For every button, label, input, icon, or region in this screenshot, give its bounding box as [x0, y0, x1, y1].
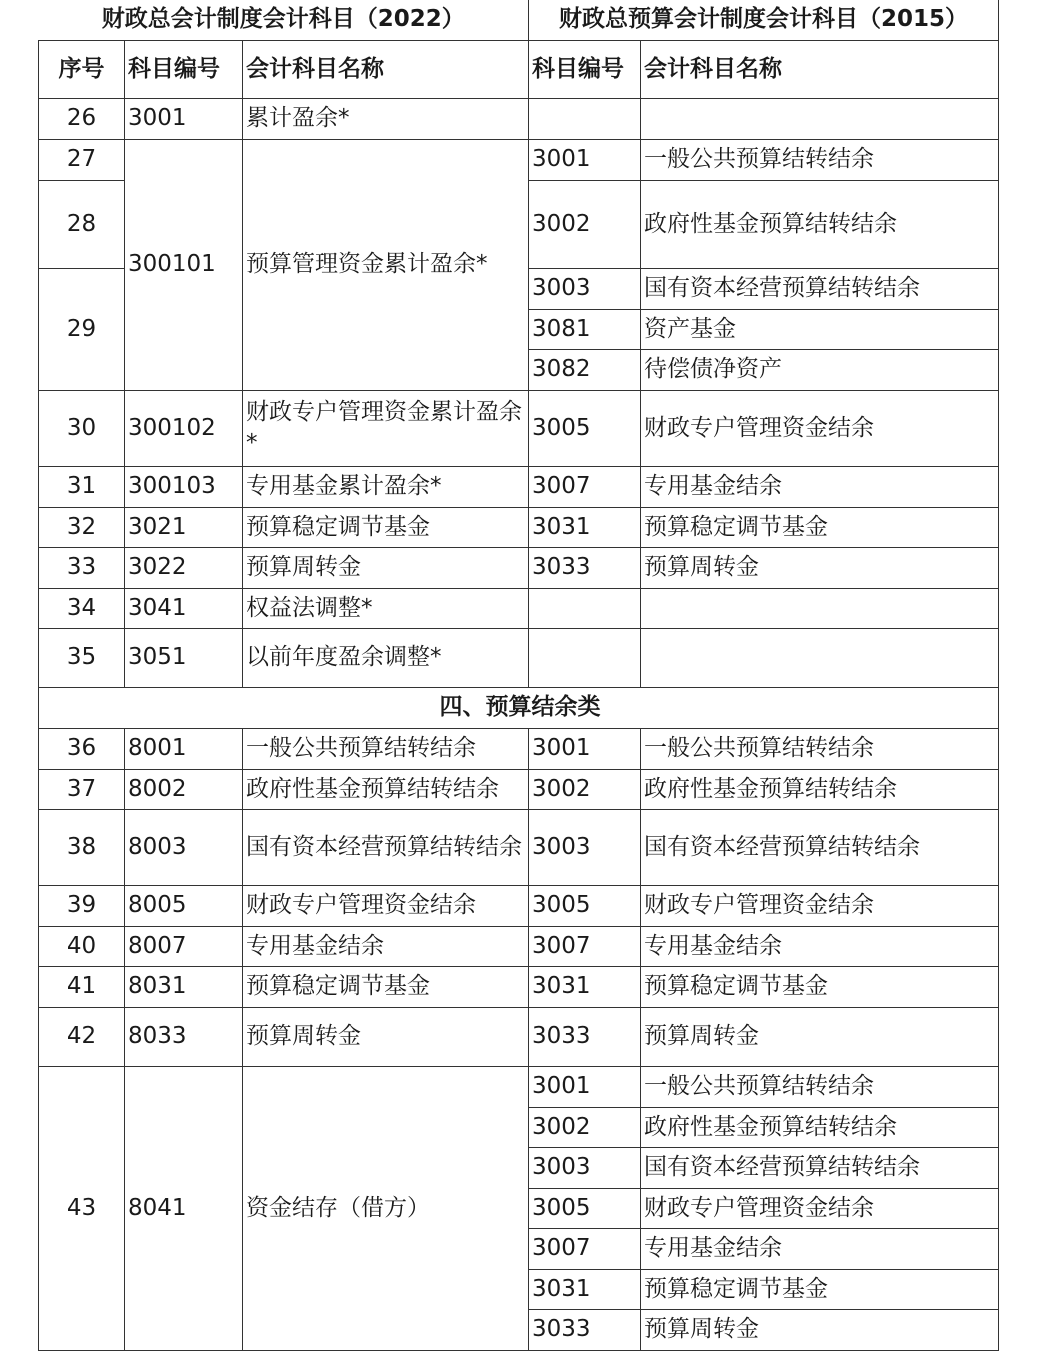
title-2022: 财政总会计制度会计科目（2022）: [39, 0, 529, 40]
code-cell: 8005: [125, 885, 243, 926]
table-row: [39, 809, 999, 885]
old-code-cell: [529, 628, 641, 687]
table-row: [39, 769, 999, 809]
seq-cell: 35: [39, 628, 125, 687]
category-row: [39, 687, 999, 728]
old-name-cell: 预算周转金: [641, 1007, 999, 1066]
old-name-cell: [641, 628, 999, 687]
table-row: [39, 728, 999, 769]
code-cell: 8001: [125, 728, 243, 769]
table-row: [39, 926, 999, 966]
name-cell: 国有资本经营预算结转结余: [243, 809, 529, 885]
old-name-cell: 一般公共预算结转结余: [641, 139, 999, 180]
code-cell-merged: 300101: [125, 139, 243, 390]
code-cell: 8007: [125, 926, 243, 966]
old-code-cell: 3033: [529, 547, 641, 588]
col-header-name-2022: 会计科目名称: [243, 40, 529, 98]
code-cell: 3021: [125, 507, 243, 547]
seq-cell: 31: [39, 466, 125, 507]
name-cell: 累计盈余*: [243, 98, 529, 139]
name-cell: 专用基金累计盈余*: [243, 466, 529, 507]
code-cell: 3001: [125, 98, 243, 139]
old-name-cell: 一般公共预算结转结余: [641, 1066, 999, 1107]
code-cell: 3041: [125, 588, 243, 628]
old-code-cell: 3007: [529, 466, 641, 507]
table-row: [39, 966, 999, 1007]
seq-cell: 38: [39, 809, 125, 885]
old-code-cell: 3033: [529, 1007, 641, 1066]
old-name-cell: 国有资本经营预算结转结余: [641, 809, 999, 885]
old-code-cell: 3003: [529, 809, 641, 885]
old-code-cell: 3005: [529, 885, 641, 926]
old-code-cell: 3033: [529, 1309, 641, 1350]
old-code-cell: 3007: [529, 926, 641, 966]
name-cell: 预算稳定调节基金: [243, 966, 529, 1007]
seq-cell: 26: [39, 98, 125, 139]
table-row: [39, 1066, 999, 1107]
code-cell: 300102: [125, 390, 243, 466]
old-code-cell: 3001: [529, 728, 641, 769]
table-row: [39, 390, 999, 466]
old-code-cell: 3001: [529, 1066, 641, 1107]
seq-cell: 32: [39, 507, 125, 547]
name-cell: 预算周转金: [243, 1007, 529, 1066]
code-cell: 8031: [125, 966, 243, 1007]
old-code-cell: 3031: [529, 966, 641, 1007]
old-code-cell: 3002: [529, 180, 641, 268]
table-row: [39, 628, 999, 687]
old-name-cell: 政府性基金预算结转结余: [641, 769, 999, 809]
old-name-cell: 一般公共预算结转结余: [641, 728, 999, 769]
seq-cell: 40: [39, 926, 125, 966]
old-name-cell: 财政专户管理资金结余: [641, 885, 999, 926]
title-2015: 财政总预算会计制度会计科目（2015）: [529, 0, 999, 40]
seq-cell: 36: [39, 728, 125, 769]
name-cell: 预算稳定调节基金: [243, 507, 529, 547]
old-name-cell: [641, 588, 999, 628]
old-name-cell: 待偿债净资产: [641, 349, 999, 390]
col-header-seq: 序号: [39, 40, 125, 98]
table-row: [39, 885, 999, 926]
seq-cell: 27: [39, 139, 125, 180]
old-code-cell: 3081: [529, 309, 641, 349]
col-header-code-2022: 科目编号: [125, 40, 243, 98]
seq-cell: 43: [39, 1066, 125, 1350]
old-name-cell: 预算稳定调节基金: [641, 507, 999, 547]
seq-cell: 34: [39, 588, 125, 628]
name-cell: 预算周转金: [243, 547, 529, 588]
table-row: [39, 139, 999, 180]
name-cell: 资金结存（借方）: [243, 1066, 529, 1350]
code-cell: 8041: [125, 1066, 243, 1350]
name-cell: 专用基金结余: [243, 926, 529, 966]
seq-cell: 42: [39, 1007, 125, 1066]
seq-cell: 33: [39, 547, 125, 588]
seq-cell: 28: [39, 180, 125, 268]
col-header-code-2015: 科目编号: [529, 40, 641, 98]
table-row: [39, 588, 999, 628]
code-cell: 3051: [125, 628, 243, 687]
seq-cell: 30: [39, 390, 125, 466]
name-cell: 以前年度盈余调整*: [243, 628, 529, 687]
old-code-cell: 3001: [529, 139, 641, 180]
old-code-cell: 3007: [529, 1228, 641, 1269]
old-name-cell: 政府性基金预算结转结余: [641, 180, 999, 268]
seq-cell: 29: [39, 268, 125, 390]
old-name-cell: 预算稳定调节基金: [641, 1269, 999, 1309]
name-cell: 一般公共预算结转结余: [243, 728, 529, 769]
seq-cell: 39: [39, 885, 125, 926]
old-name-cell: 国有资本经营预算结转结余: [641, 268, 999, 309]
old-name-cell: 政府性基金预算结转结余: [641, 1107, 999, 1147]
name-cell: 权益法调整*: [243, 588, 529, 628]
old-name-cell: [641, 98, 999, 139]
old-name-cell: 财政专户管理资金结余: [641, 1188, 999, 1228]
accounts-comparison-table: [38, 0, 999, 1351]
old-code-cell: 3005: [529, 1188, 641, 1228]
category-heading: 四、预算结余类: [39, 687, 999, 728]
old-code-cell: 3002: [529, 769, 641, 809]
name-cell: 财政专户管理资金结余: [243, 885, 529, 926]
table-row: [39, 466, 999, 507]
old-name-cell: 资产基金: [641, 309, 999, 349]
old-code-cell: 3002: [529, 1107, 641, 1147]
name-cell: 政府性基金预算结转结余: [243, 769, 529, 809]
name-cell-merged: 预算管理资金累计盈余*: [243, 139, 529, 390]
old-code-cell: 3082: [529, 349, 641, 390]
table-row: [39, 547, 999, 588]
table-row: [39, 98, 999, 139]
column-header-row: [39, 40, 999, 98]
old-name-cell: 预算周转金: [641, 547, 999, 588]
table-row: [39, 1007, 999, 1066]
code-cell: 8003: [125, 809, 243, 885]
table-row: [39, 507, 999, 547]
old-code-cell: 3031: [529, 1269, 641, 1309]
col-header-name-2015: 会计科目名称: [641, 40, 999, 98]
seq-cell: 37: [39, 769, 125, 809]
old-code-cell: 3031: [529, 507, 641, 547]
code-cell: 8033: [125, 1007, 243, 1066]
code-cell: 3022: [125, 547, 243, 588]
old-name-cell: 专用基金结余: [641, 926, 999, 966]
old-name-cell: 财政专户管理资金结余: [641, 390, 999, 466]
old-name-cell: 预算周转金: [641, 1309, 999, 1350]
old-code-cell: [529, 98, 641, 139]
seq-cell: 41: [39, 966, 125, 1007]
old-name-cell: 预算稳定调节基金: [641, 966, 999, 1007]
old-code-cell: [529, 588, 641, 628]
code-cell: 300103: [125, 466, 243, 507]
old-code-cell: 3003: [529, 268, 641, 309]
name-cell: 财政专户管理资金累计盈余*: [243, 390, 529, 466]
old-name-cell: 专用基金结余: [641, 1228, 999, 1269]
old-code-cell: 3005: [529, 390, 641, 466]
code-cell: 8002: [125, 769, 243, 809]
old-name-cell: 专用基金结余: [641, 466, 999, 507]
title-row: [39, 0, 999, 40]
old-name-cell: 国有资本经营预算结转结余: [641, 1147, 999, 1188]
old-code-cell: 3003: [529, 1147, 641, 1188]
